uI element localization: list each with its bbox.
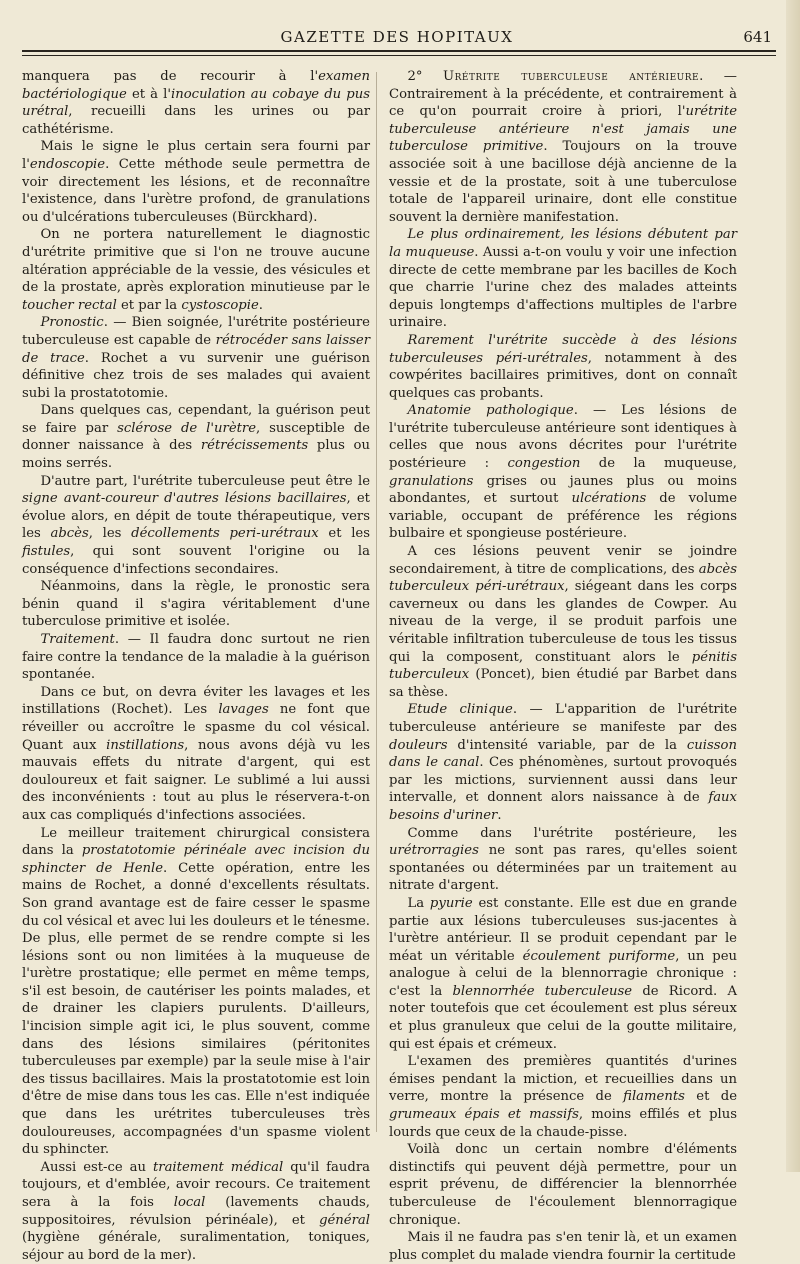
page-number: 641 [743, 28, 772, 46]
paragraph: Mais il ne faudra pas s'en tenir là, et un examen plus complet du malade viendra fournir la certitude [389, 1230, 737, 1263]
paragraph: Voilà donc un certain nombre d'éléments distinctifs qui peuvent déjà permettre, pour un esprit prévenu, de différencier la blennorrhée tuberculeuse de l'écoulement blennorragique chronique. [389, 1142, 737, 1228]
journal-title: GAZETTE DES HOPITAUX [280, 28, 514, 46]
paragraph: Etude clinique. — L'apparition de l'urétrite tuberculeuse antérieure se manifeste par des douleurs d'intensité variable, par de la cuisson dans le canal. Ces phénomènes, surtout provoqués par les mictions, surviennent aussi dans leur intervalle, et donnent alors naissance à de faux besoins d'uriner. [389, 702, 738, 823]
paragraph: Anatomie pathologique. — Les lésions de l'urétrite tuberculeuse antérieure sont identiques à celles que nous avons décrites pour l'urétrite postérieure : congestion de la muqueuse, granulations grises ou jaunes plus ou moins abondantes, et surtout ulcérations de volume variable, occupant de préférence les régions bulbaire et spongieuse postérieure. [389, 403, 738, 542]
paragraph: 2° Urétrite tuberculeuse antérieure. — Contrairement à la précédente, et contrairement à ce qu'on pourrait croire à priori, l'urétrite tuberculeuse antérieure n'est jamais une tuberculose primitive. Toujours on la trouve associée soit à une bacillose déjà ancienne de la vessie et de la prostate, soit à une tuberculose totale de l'appareil urinaire, dont elle constitue souvent la dernière manifestation. [389, 69, 737, 225]
paragraph: A ces lésions peuvent venir se joindre secondairement, à titre de complications, des abcès tuberculeux péri-urétraux, siégeant dans les corps caverneux ou dans les glandes de Cowper. Au niveau de la verge, il se produit parfois une véritable infiltration tuberculeuse de tous les tissus qui la composent, constituant alors le pénitis tuberculeux (Poncet), bien étudié par Barbet dans sa thèse. [389, 544, 738, 700]
page-header [22, 26, 772, 46]
header-rule-thin [22, 55, 776, 56]
paragraph: D'autre part, l'urétrite tuberculeuse peut être le signe avant-coureur d'autres lésions bacillaires, et évolue alors, en dépit de toute thérapeutique, vers les abcès, les décollements peri-urétraux et les fistules, qui sont souvent l'origine ou la conséquence d'infections secondaires. [22, 473, 370, 577]
paragraph: Dans quelques cas, cependant, la guérison peut se faire par sclérose de l'urètre, susceptible de donner naissance à des rétrécissements plus ou moins serrés. [22, 403, 370, 472]
paragraph: Mais le signe le plus certain sera fourni par l'endoscopie. Cette méthode seule permettra de voir directement les lésions, et de reconnaître l'existence, dans l'urètre profond, de granulations ou d'ulcérations tuberculeuses (Bürckhard). [22, 139, 370, 225]
paragraph: On ne portera naturellement le diagnostic d'urétrite primitive que si l'on ne trouve aucune altération appréciable de la vessie, des vésicules et de la prostate, après exploration minutieuse par le toucher rectal et par la cystoscopie. [22, 227, 370, 313]
paragraph: Comme dans l'urétrite postérieure, les urétrorragies ne sont pas rares, qu'elles soient spontanées ou déterminées par un traitement au nitrate d'argent. [389, 825, 737, 894]
paragraph: Rarement l'urétrite succède à des lésions tuberculeuses péri-urétrales, notamment à des cowpérites bacillaires primitives, dont on connaît quelques cas probants. [389, 332, 737, 401]
paragraph: Néanmoins, dans la règle, le pronostic sera bénin quand il s'agira véritablement d'une tuberculose primitive et isolée. [22, 579, 370, 630]
paragraph: La pyurie est constante. Elle est due en grande partie aux lésions tuberculeuses sus-jacentes à l'urètre antérieur. Il se produit cependant par le méat un véritable écoulement puriforme, un peu analogue à celui de la blennorragie chronique : c'est la blennorrhée tuberculeuse de Ricord. A noter toutefois que cet écoulement est plus séreux et plus granuleux que celui de la goutte militaire, qui est épais et crémeux. [389, 895, 737, 1052]
paragraph: L'examen des premières quantités d'urines émises pendant la miction, et recueillies dans un verre, montre la présence de filaments et de grumeaux épais et massifs, moins effilés et plus lourds que ceux de la chaude-pisse. [389, 1054, 738, 1140]
paragraph: manquera pas de recourir à l'examen bactériologique et à l'inoculation au cobaye du pus urétral, recueilli dans les urines ou par cathétérisme. [22, 69, 370, 137]
left-column [22, 68, 370, 1264]
paragraph: Le meilleur traitement chirurgical consistera dans la prostatotomie périnéale avec incision du sphincter de Henle. Cette opération, entre les mains de Rochet, a donné d'excellents résultats. Son grand avantage est de faire cesser le spasme du col vésical et avec lui les douleurs et le ténesme. De plus, elle permet de se rendre compte si les lésions sont ou non limitées à la muqueuse de l'urètre prostatique; elle permet en même temps, s'il est besoin, de cautériser les points malades, et de drainer les clapiers purulents. D'ailleurs, l'incision simple agit ici, le plus souvent, comme dans des lésions similaires (péritonites tuberculeuses par exemple) par la seule mise à l'air des tissus bacillaires. Mais la prostatotomie est loin d'être de mise dans tous les cas. Elle n'est indiquée que dans les urétrites tuberculeuses très douloureuses, accompagnées d'un spasme violent du sphincter. [22, 825, 371, 1158]
paragraph: Aussi est-ce au traitement médical qu'il faudra toujours, et d'emblée, avoir recours. Ce traitement sera à la fois local (lavements chauds, suppositoires, révulsion périnéale), et général (hygiène générale, suralimentation, toniques, séjour au bord de la mer). [22, 1159, 370, 1263]
header-rule-thick [22, 50, 776, 52]
paragraph: Traitement. — Il faudra donc surtout ne rien faire contre la tendance de la maladie à la guérison spontanée. [22, 632, 370, 683]
right-column [389, 68, 737, 1264]
paragraph: Dans ce but, on devra éviter les lavages et les instillations (Rochet). Les lavages ne font que réveiller ou accroître le spasme du col vésical. Quant aux instillations, nous avons déjà vu les mauvais effets du nitrate d'argent, qui est douloureux et fait saigner. Le sublimé a lui aussi des inconvénients : tout au plus le réservera-t-on aux cas compliqués d'infections associées. [22, 684, 370, 823]
column-divider [376, 72, 377, 1132]
paragraph: Le plus ordinairement, les lésions débutent par la muqueuse. Aussi a-t-on voulu y voir une infection directe de cette membrane par les bacilles de Koch que charrie l'urine chez des malades atteints depuis longtemps d'affections multiples de l'arbre urinaire. [389, 227, 737, 331]
page-edge-shadow [786, 0, 800, 1172]
paragraph: Pronostic. — Bien soignée, l'urétrite postérieure tuberculeuse est capable de rétrocéder sans laisser de trace. Rochet a vu survenir une guérison définitive chez trois de ses malades qui avaient subi la prostatotomie. [22, 315, 371, 401]
